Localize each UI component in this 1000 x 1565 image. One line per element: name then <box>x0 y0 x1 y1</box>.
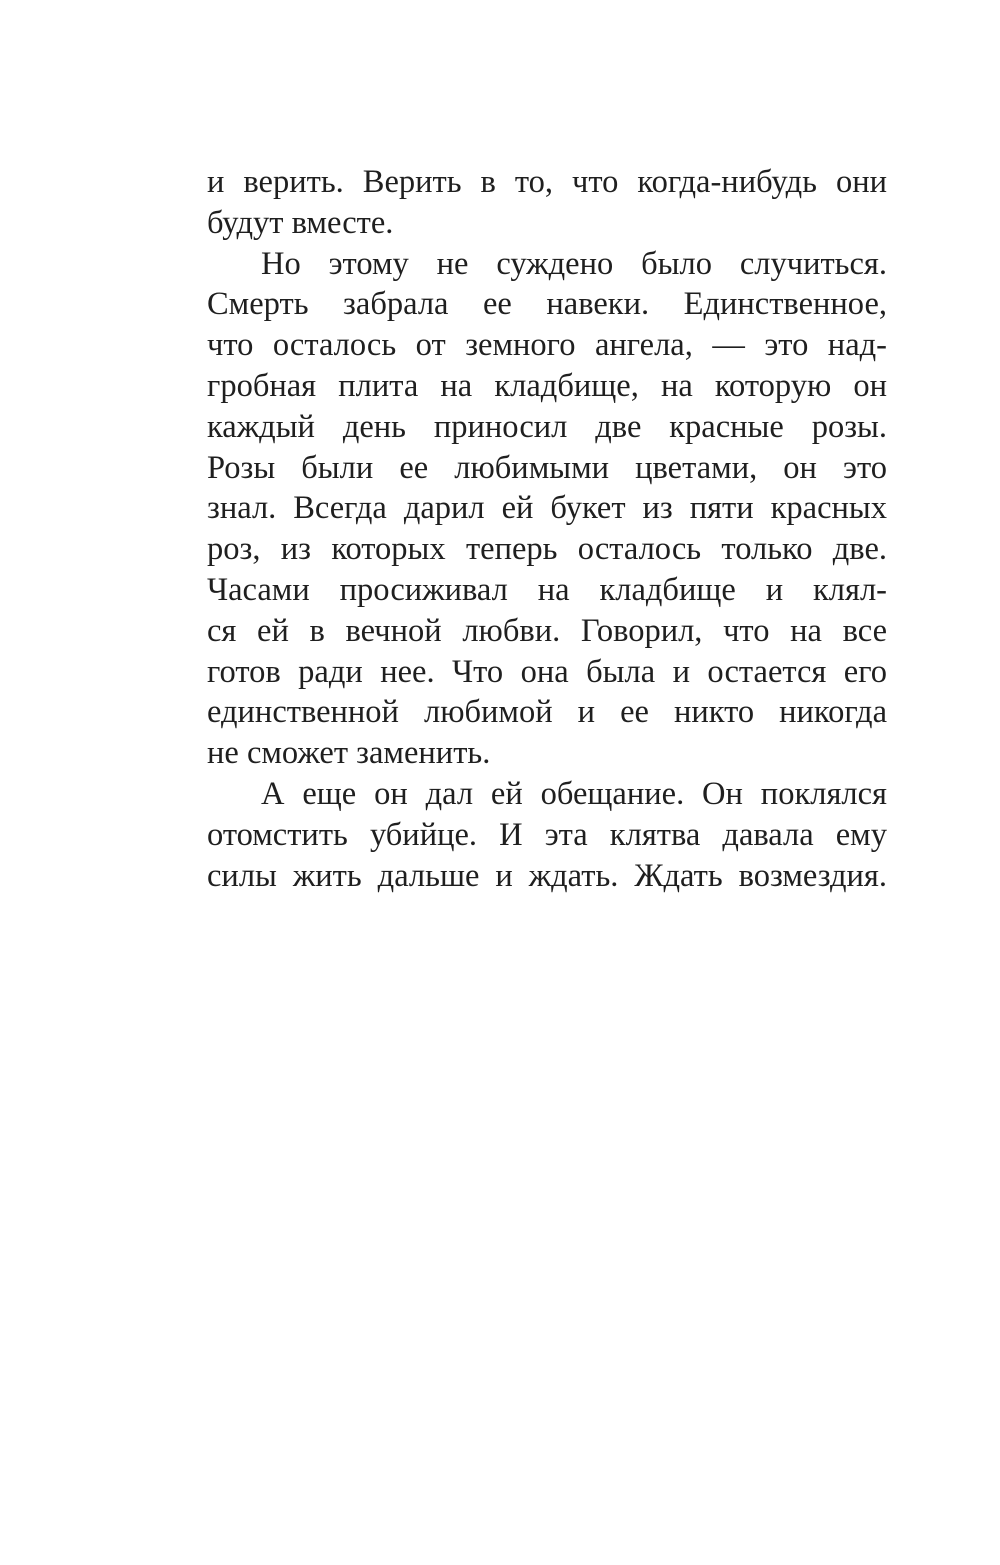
text-line: каждый день приносил две красные розы. <box>207 408 887 445</box>
text-line: А еще он дал ей обещание. Он поклялся <box>261 775 887 812</box>
text-line: Часами просиживал на кладбище и клял- <box>207 571 887 608</box>
text-line: ся ей в вечной любви. Говорил, что на все <box>207 612 887 649</box>
text-line: гробная плита на кладбище, на которую он <box>207 367 887 404</box>
text-line: силы жить дальше и ждать. Ждать возмездия. <box>207 857 887 894</box>
text-line: готов ради нее. Что она была и остается его <box>207 653 887 690</box>
text-line: Розы были ее любимыми цветами, он это <box>207 449 887 486</box>
text-line: отомстить убийце. И эта клятва давала ему <box>207 816 887 853</box>
text-line: не сможет заменить. <box>207 735 491 772</box>
body-text <box>207 162 887 896</box>
text-line: и верить. Верить в то, что когда-нибудь они <box>207 164 887 200</box>
text-line: Смерть забрала ее навеки. Единственное, <box>207 286 887 323</box>
text-line: единственной любимой и ее никто никогда <box>207 694 887 731</box>
text-line: Но этому не суждено было случиться. <box>261 245 887 282</box>
text-line: что осталось от земного ангела, — это над- <box>207 327 887 364</box>
text-line: знал. Всегда дарил ей букет из пяти красных <box>207 490 887 527</box>
text-line: роз, из которых теперь осталось только две. <box>207 531 887 568</box>
text-line: будут вместе. <box>207 204 394 241</box>
